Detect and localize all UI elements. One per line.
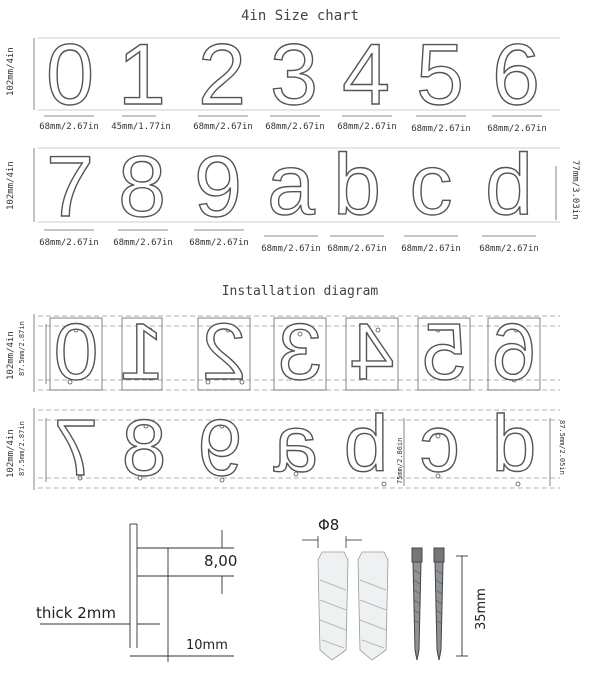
glyph-a: a bbox=[267, 137, 315, 233]
width-label-9: 68mm/2.67in bbox=[189, 238, 249, 248]
row2-height-label: 102mm/4in bbox=[6, 161, 16, 210]
mirrored-glyph-0: 0 bbox=[53, 307, 99, 396]
glyph-2: 2 bbox=[198, 27, 246, 123]
screw-length-label: 35mm bbox=[474, 588, 489, 630]
install-row1-inner: 87.5mm/2.87in bbox=[18, 321, 26, 376]
width-label-d: 68mm/2.67in bbox=[479, 244, 539, 254]
install-row1-height: 102mm/4in bbox=[6, 331, 16, 380]
glyph-4: 4 bbox=[342, 27, 390, 123]
size-chart-title: 4in Size chart bbox=[240, 8, 359, 24]
bracket-height-label: 8,00 bbox=[204, 552, 238, 570]
install-row2-inner: 87.5mm/2.87in bbox=[18, 421, 26, 476]
glyph-d: d bbox=[485, 137, 533, 233]
glyph-c: c bbox=[409, 137, 453, 233]
mirrored-glyph-1: 1 bbox=[119, 307, 164, 396]
width-label-4: 68mm/2.67in bbox=[337, 122, 397, 132]
row1-height-label: 102mm/4in bbox=[6, 47, 16, 96]
row2-right-height-label: 77mm/3.03in bbox=[570, 160, 580, 220]
glyph-0: 0 bbox=[46, 27, 94, 123]
mirrored-glyph-d: d bbox=[491, 399, 537, 488]
glyph-3: 3 bbox=[270, 27, 318, 123]
mirrored-glyph-6: 6 bbox=[491, 307, 537, 396]
mirrored-glyph-3: 3 bbox=[277, 307, 323, 396]
width-label-1: 45mm/1.77in bbox=[111, 122, 171, 132]
install-row2-height: 102mm/4in bbox=[6, 429, 16, 478]
glyph-1: 1 bbox=[118, 27, 166, 123]
mirrored-glyph-a: a bbox=[273, 399, 319, 488]
mirrored-glyph-c: c bbox=[420, 399, 460, 488]
width-label-5: 68mm/2.67in bbox=[411, 124, 471, 134]
depth-label: 10mm bbox=[186, 638, 228, 653]
mirrored-glyph-9: 9 bbox=[197, 403, 243, 492]
installation-title: Installation diagram bbox=[221, 284, 379, 299]
glyph-6: 6 bbox=[492, 27, 540, 123]
width-label-3: 68mm/2.67in bbox=[265, 122, 325, 132]
width-label-c: 68mm/2.67in bbox=[401, 244, 461, 254]
glyph-5: 5 bbox=[416, 27, 464, 123]
width-label-a: 68mm/2.67in bbox=[261, 244, 321, 254]
mirrored-glyph-b: b bbox=[343, 399, 389, 488]
width-label-6: 68mm/2.67in bbox=[487, 124, 547, 134]
mirrored-glyph-2: 2 bbox=[201, 307, 247, 396]
install-row2-right: 87.5mm/2.05in bbox=[558, 420, 566, 475]
glyph-9: 9 bbox=[194, 139, 242, 235]
width-label-b: 68mm/2.67in bbox=[327, 244, 387, 254]
width-label-7: 68mm/2.67in bbox=[39, 238, 99, 248]
width-label-2: 68mm/2.67in bbox=[193, 122, 253, 132]
width-label-0: 68mm/2.67in bbox=[39, 122, 99, 132]
anchor-diameter-label: Φ8 bbox=[318, 516, 340, 534]
thickness-label: thick 2mm bbox=[36, 604, 117, 622]
mirrored-glyph-5: 5 bbox=[421, 307, 467, 396]
mirrored-glyph-4: 4 bbox=[349, 307, 395, 396]
glyph-7: 7 bbox=[46, 139, 94, 235]
glyph-b: b bbox=[333, 137, 381, 233]
mirrored-glyph-7: 7 bbox=[53, 403, 99, 492]
width-label-8: 68mm/2.67in bbox=[113, 238, 173, 248]
glyph-8: 8 bbox=[118, 139, 166, 235]
mirrored-glyph-8: 8 bbox=[121, 403, 167, 492]
install-row2-mid: 75mm/2.86in bbox=[396, 437, 404, 484]
